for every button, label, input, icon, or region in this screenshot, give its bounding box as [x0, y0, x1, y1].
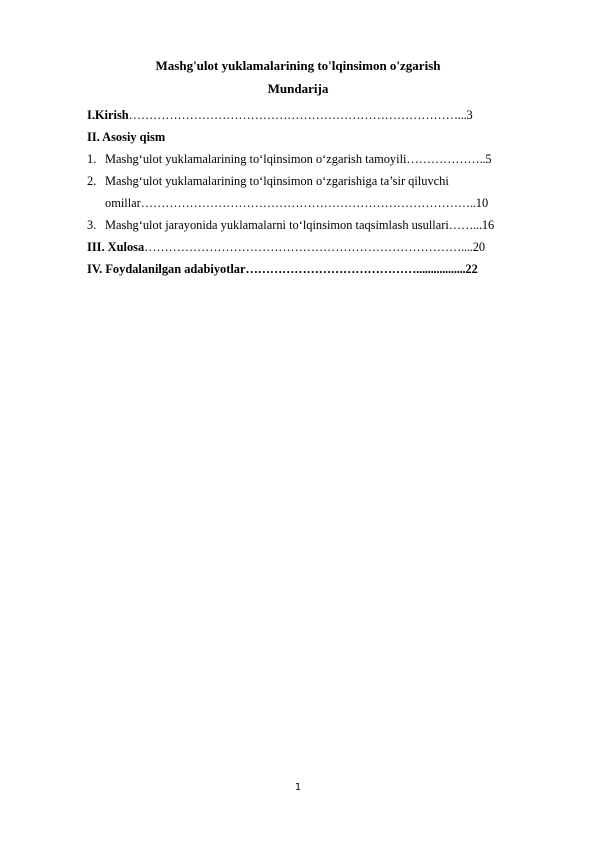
toc-entry-label: Mashg‘ulot yuklamalarining to‘lqinsimon o‘zgarishiga ta’sir qiluvchi — [105, 174, 449, 188]
toc-page-number: 5 — [485, 152, 492, 166]
toc-entry-label: Mashg‘ulot jarayonida yuklamalarni to‘lqinsimon taqsimlash usullari — [105, 218, 449, 232]
page-number: 1 — [294, 782, 302, 793]
toc-item-number: 1. — [87, 152, 97, 166]
toc-entry-label: I.Kirish — [87, 108, 129, 122]
toc-leader: ……………………………………………………………………….. — [140, 196, 476, 210]
toc-entry-item-2[interactable] — [87, 170, 545, 192]
toc-entry-asosiy-qism[interactable] — [87, 126, 545, 148]
toc-entry-adabiyotlar[interactable] — [87, 258, 545, 280]
toc-entry-kirish[interactable] — [87, 104, 545, 126]
toc-entry-label: Mashg‘ulot yuklamalarining to‘lqinsimon o‘zgarish tamoyili — [105, 152, 407, 166]
toc-leader: ……………….. — [406, 152, 486, 166]
table-of-contents — [87, 104, 545, 280]
toc-item-number: 3. — [87, 218, 97, 232]
toc-entry-label: III. Xulosa — [87, 240, 145, 254]
toc-heading: Mundarija — [267, 81, 329, 96]
document-title: Mashg'ulot yuklamalarining to'lqinsimon o'zgarish — [155, 58, 441, 73]
toc-page-number: 16 — [481, 218, 495, 232]
toc-page-number: 22 — [465, 262, 478, 276]
toc-item-number: 2. — [87, 174, 97, 188]
toc-entry-label: IV. Foydalanilgan adabiyotlar — [87, 262, 246, 276]
toc-page-number: 3 — [466, 108, 473, 122]
toc-leader: ……... — [448, 218, 482, 232]
toc-entry-item-2-continued[interactable] — [87, 192, 545, 214]
toc-entry-xulosa[interactable] — [87, 236, 545, 258]
toc-leader: ……………………………………................. — [245, 262, 466, 276]
toc-entry-label: omillar — [105, 196, 141, 210]
toc-page-number: 20 — [472, 240, 486, 254]
toc-entry-label: II. Asosiy qism — [87, 130, 166, 144]
toc-page-number: 10 — [475, 196, 489, 210]
toc-entry-item-1[interactable] — [87, 148, 545, 170]
toc-leader: …………………………………………………………………….... — [144, 240, 473, 254]
toc-entry-item-3[interactable] — [87, 214, 545, 236]
toc-leader: ………………………………………………………………………... — [128, 108, 467, 122]
